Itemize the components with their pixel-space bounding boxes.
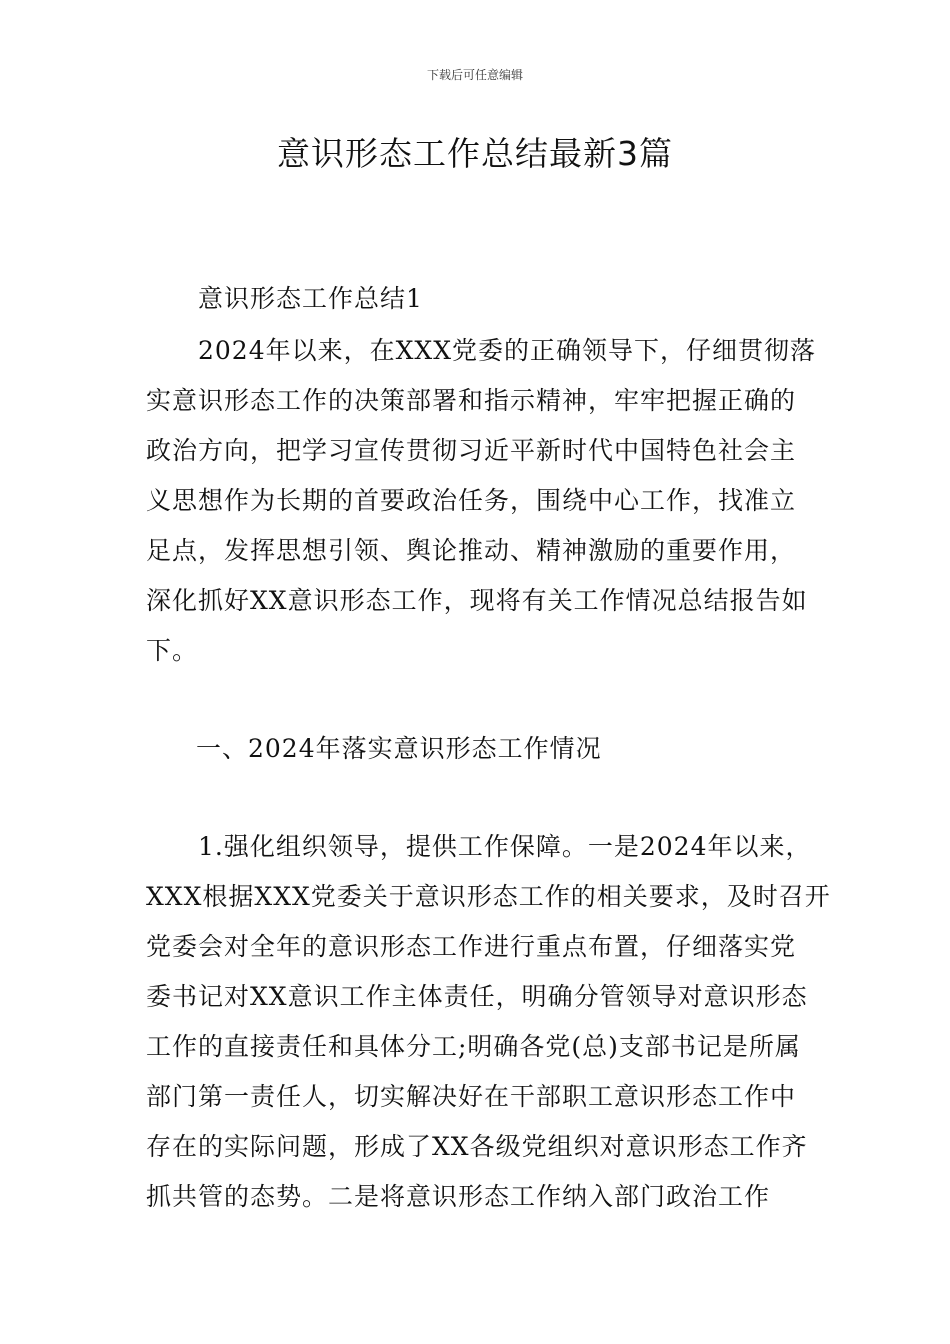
section-heading: 意识形态工作总结1 xyxy=(198,284,423,313)
paragraph-line: XXX根据XXX党委关于意识形态工作的相关要求，及时召开 xyxy=(146,882,831,911)
paragraph-line: 足点，发挥思想引领、舆论推动、精神激励的重要作用， xyxy=(146,536,797,565)
paragraph-line: 2024年以来，在XXX党委的正确领导下，仔细贯彻落 xyxy=(198,336,817,365)
paragraph-line: 党委会对全年的意识形态工作进行重点布置，仔细落实党 xyxy=(146,932,797,961)
paragraph-line: 义思想作为长期的首要政治任务，围绕中心工作，找准立 xyxy=(146,486,797,515)
paragraph-line: 深化抓好XX意识形态工作，现将有关工作情况总结报告如 xyxy=(146,586,808,615)
paragraph-line: 政治方向，把学习宣传贯彻习近平新时代中国特色社会主 xyxy=(146,436,797,465)
paragraph-line: 1.强化组织领导，提供工作保障。一是2024年以来， xyxy=(198,832,812,861)
subheading: 一、2024年落实意识形态工作情况 xyxy=(196,734,602,763)
paragraph-line: 部门第一责任人，切实解决好在干部职工意识形态工作中 xyxy=(146,1082,797,1111)
paragraph-line: 下。 xyxy=(146,636,199,665)
paragraph-line: 实意识形态工作的决策部署和指示精神，牢牢把握正确的 xyxy=(146,386,797,415)
paragraph-line: 存在的实际问题，形成了XX各级党组织对意识形态工作齐 xyxy=(146,1132,808,1161)
header-note: 下载后可任意编辑 xyxy=(426,68,523,82)
paragraph-line: 委书记对XX意识工作主体责任，明确分管领导对意识形态 xyxy=(146,982,808,1011)
paragraph-line: 工作的直接责任和具体分工;明确各党(总)支部书记是所属 xyxy=(146,1032,801,1061)
paragraph-line: 抓共管的态势。二是将意识形态工作纳入部门政治工作 xyxy=(146,1182,771,1211)
document-title: 意识形态工作总结最新3篇 xyxy=(277,134,673,173)
